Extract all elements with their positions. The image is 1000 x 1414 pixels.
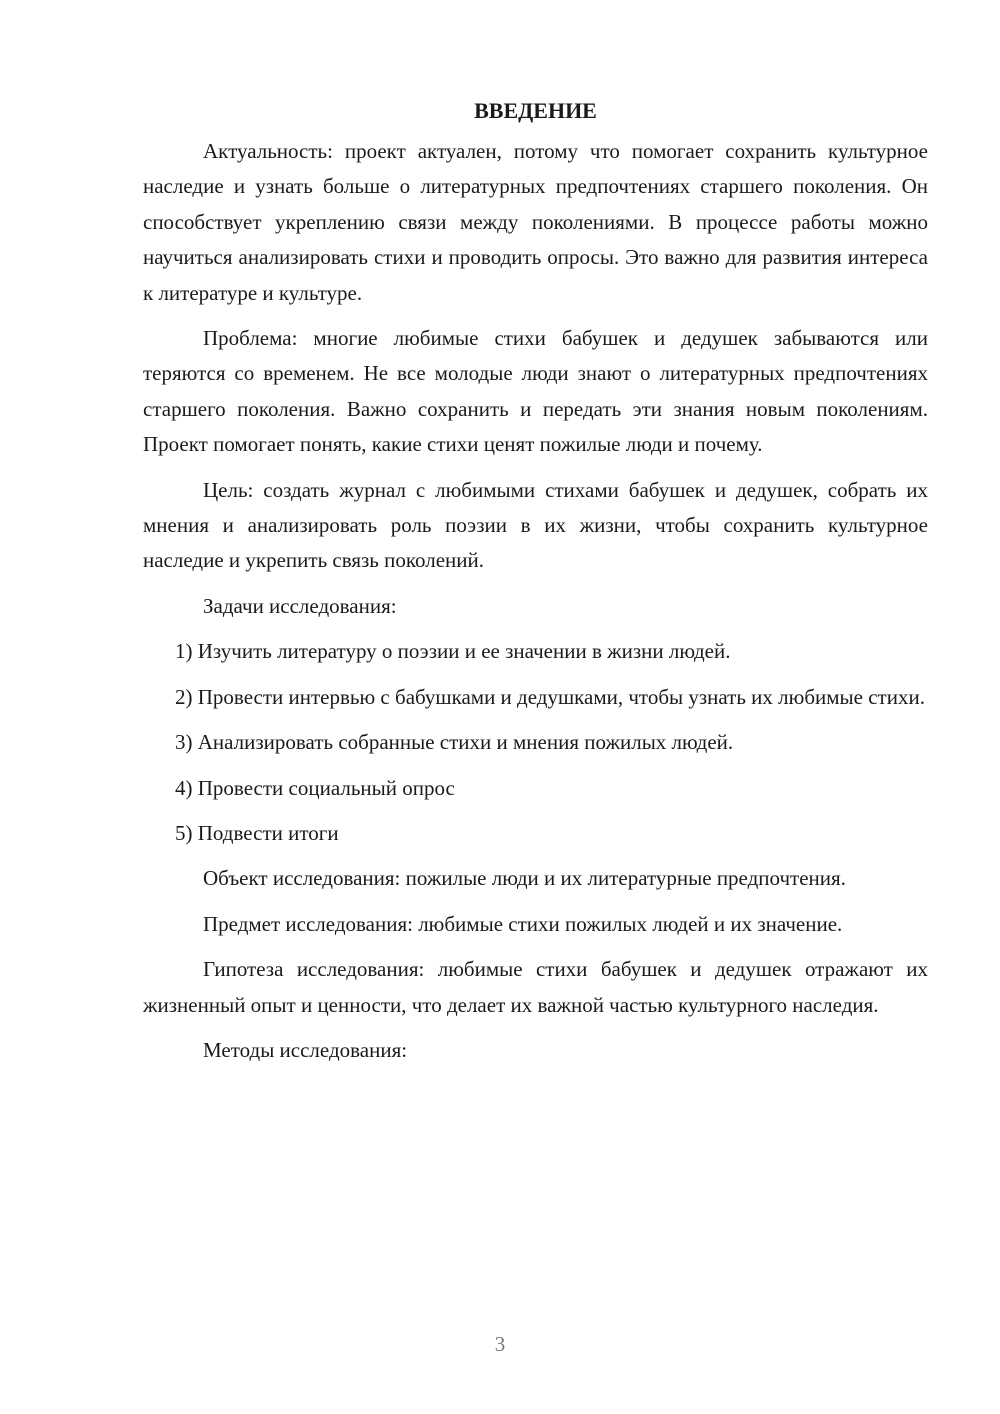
task-item-2: 2) Провести интервью с бабушками и дедушками, чтобы узнать их любимые стихи. [175, 684, 925, 709]
hypothesis-paragraph: Гипотеза исследования: любимые стихи бабушек и дедушек отражают их жизненный опыт и ценности, что делает их важной частью культурного наследия. [143, 957, 928, 1017]
document-page [143, 94, 928, 1078]
goal-paragraph: Цель: создать журнал с любимыми стихами бабушек и дедушек, собрать их мнения и анализировать роль поэзии в их жизни, чтобы сохранить культурное наследие и укрепить связь поколений. [143, 477, 928, 573]
task-item-1: 1) Изучить литературу о поэзии и ее значении в жизни людей. [175, 639, 731, 664]
task-item-4: 4) Провести социальный опрос [175, 775, 455, 800]
methods-heading: Методы исследования: [203, 1037, 408, 1062]
section-title: ВВЕДЕНИЕ [474, 98, 597, 123]
object-paragraph: Объект исследования: пожилые люди и их литературные предпочтения. [203, 866, 846, 891]
page-number: 3 [494, 1332, 506, 1356]
problem-paragraph: Проблема: многие любимые стихи бабушек и дедушек забываются или теряются со временем. Не все молодые люди знают о литературных предпочтениях старшего поколения. Важно сохранить и передать эти знания новым поколениям. Проект помогает понять, какие стихи ценят пожилые люди и почему. [143, 326, 928, 457]
task-item-3: 3) Анализировать собранные стихи и мнения пожилых людей. [175, 730, 734, 755]
relevance-paragraph: Актуальность: проект актуален, потому что помогает сохранить культурное наследие и узнать больше о литературных предпочтениях старшего поколения. Он способствует укреплению связи между поколениями. В процессе работы можно научиться анализировать стихи и проводить опросы. Это важно для развития интереса к литературе и культуре. [143, 139, 928, 305]
task-item-5: 5) Подвести итоги [175, 820, 339, 845]
subject-paragraph: Предмет исследования: любимые стихи пожилых людей и их значение. [203, 911, 843, 936]
tasks-heading: Задачи исследования: [203, 593, 397, 618]
